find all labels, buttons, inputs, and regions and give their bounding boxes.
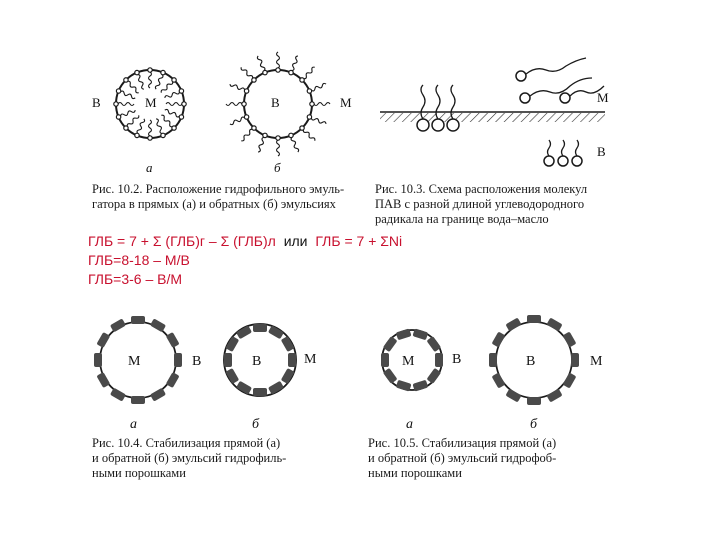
caption-line: Рис. 10.5. Стабилизация прямой (а): [368, 436, 557, 450]
surfactant-head: [179, 89, 183, 93]
caption-fig-10-5: [368, 436, 628, 481]
surfactant-head: [252, 126, 256, 130]
powder-particle: [396, 328, 412, 340]
surfactant-tail: [149, 72, 152, 88]
label-oil-a: М: [128, 354, 141, 369]
powder-particle: [527, 397, 541, 405]
surfactant-tail: [161, 81, 173, 92]
figure-10-3: [375, 30, 615, 180]
sublabel-b: б: [530, 417, 538, 432]
powder-particle: [492, 372, 506, 388]
caption-fig-10-3: [375, 182, 625, 227]
label-oil-b: М: [340, 95, 352, 110]
powder-particle: [426, 336, 441, 352]
powder-particle: [546, 318, 562, 332]
powder-particle: [253, 388, 267, 396]
surfactant-head: [135, 133, 139, 137]
molecules-in-oil: [516, 58, 604, 103]
surfactant-tail: [241, 67, 253, 78]
caption-fig-10-4: [92, 436, 352, 481]
sublabel-a: а: [146, 160, 153, 175]
powder-particle: [563, 372, 577, 388]
formula-line-2: ГЛБ=8-18 – М/В: [88, 252, 190, 268]
surfactant-head: [263, 70, 267, 74]
label-water-b: В: [526, 354, 536, 369]
powder-particle: [94, 353, 102, 367]
interface-surface: [380, 112, 605, 122]
powder-particle: [412, 380, 428, 392]
surfactant-tail: [241, 129, 252, 141]
figure-10-4: [88, 305, 358, 435]
sublabel-a: а: [406, 417, 413, 432]
surfactant-tail: [137, 119, 145, 134]
surfactant-tail: [155, 74, 163, 89]
surfactant-tail: [277, 52, 280, 68]
sublabel-b: б: [252, 417, 260, 432]
surfactant-tail: [149, 120, 152, 136]
label-oil-b: М: [304, 352, 317, 367]
formula-line-1: [88, 232, 648, 251]
surfactant-head: [276, 136, 280, 140]
surfactant-head: [300, 126, 304, 130]
surfactant-head: [307, 115, 311, 119]
surfactant-head: [244, 89, 248, 93]
powder-particle: [381, 353, 389, 367]
caption-line: ными порошками: [368, 466, 462, 480]
powder-particle: [563, 331, 577, 347]
caption-line: радикала на границе вода–масло: [375, 212, 549, 226]
surfactant-head: [252, 78, 256, 82]
label-water-a: В: [452, 352, 462, 367]
surfactant-tail: [303, 129, 315, 140]
surfactant-tail: [277, 140, 280, 156]
surfactant-tail: [314, 103, 330, 106]
sublabel-a: а: [130, 417, 137, 432]
powder-particle: [174, 353, 182, 367]
surfactant-tail: [311, 83, 326, 91]
hlb-formulas: [88, 232, 648, 289]
surfactant-tail: [291, 137, 299, 152]
surfactant-tail: [127, 115, 139, 126]
formula-line-3: ГЛБ=3-6 – В/М: [88, 271, 183, 287]
surfactant-head: [161, 133, 165, 137]
surfactant-tail: [230, 84, 245, 90]
caption-line: ПАВ с разной длиной углеводородного: [375, 197, 585, 211]
label-oil-a: М: [145, 95, 157, 110]
powder-particle: [505, 318, 521, 332]
formula-sum-groups: ГЛБ = 7 + Σ (ГЛБ)г – Σ (ГЛБ)л: [88, 233, 276, 249]
label-oil-a: М: [402, 354, 415, 369]
surfactant-tail: [165, 92, 180, 98]
formula-or: или: [283, 233, 308, 249]
surfactant-head: [263, 133, 267, 137]
surfactant-tail: [311, 118, 326, 124]
surfactant-tail: [156, 119, 162, 134]
surfactant-head: [172, 126, 176, 130]
powder-particle: [571, 353, 579, 367]
surfactant-head: [148, 136, 152, 140]
caption-fig-10-2: [92, 182, 367, 212]
surfactant-head: [161, 70, 165, 74]
surfactant-tail: [226, 103, 242, 106]
surfactant-tail: [165, 109, 180, 117]
label-water-b: В: [271, 95, 280, 110]
powder-particle: [131, 396, 145, 404]
powder-particle: [110, 388, 126, 402]
figure-10-5: [360, 305, 630, 435]
surfactant-tail: [161, 115, 172, 127]
label-oil: М: [597, 90, 609, 105]
powder-particle: [166, 332, 180, 348]
molecules-in-water: [544, 140, 582, 166]
surfactant-head: [242, 102, 246, 106]
surfactant-head: [135, 70, 139, 74]
surfactant-tail: [292, 56, 298, 71]
caption-line: и обратной (б) эмульсий гидрофиль-: [92, 451, 287, 465]
caption-line: гатора в прямых (а) и обратных (б) эмульсиях: [92, 197, 336, 211]
caption-line: и обратной (б) эмульсий гидрофоб-: [368, 451, 557, 465]
surfactant-tail: [257, 56, 265, 71]
label-water-b: В: [252, 354, 262, 369]
powder-particle: [383, 336, 398, 352]
surfactant-head: [148, 68, 152, 72]
powder-particle: [96, 332, 110, 348]
powder-particle: [527, 315, 541, 323]
surfactant-tail: [120, 91, 135, 99]
surfactant-tail: [303, 67, 314, 79]
surfactant-head: [172, 78, 176, 82]
surfactant-head: [276, 68, 280, 72]
surfactant-head: [179, 115, 183, 119]
surfactant-head: [310, 102, 314, 106]
powder-particle: [150, 318, 166, 332]
powder-particle: [412, 328, 428, 340]
powder-particle: [435, 353, 443, 367]
powder-particle: [396, 380, 412, 392]
powder-particle: [546, 389, 562, 403]
surfactant-head: [116, 89, 120, 93]
adsorbed-molecules: [417, 85, 459, 131]
surfactant-head: [182, 102, 186, 106]
caption-line: Рис. 10.4. Стабилизация прямой (а): [92, 436, 281, 450]
powder-particle: [166, 372, 180, 388]
powder-particle: [505, 389, 521, 403]
powder-particle: [426, 368, 441, 384]
surfactant-head: [116, 115, 120, 119]
label-water-a: В: [92, 95, 101, 110]
surfactant-head: [114, 102, 118, 106]
surfactant-tail: [138, 74, 144, 89]
label-water-a: В: [192, 354, 202, 369]
powder-particle: [224, 353, 232, 367]
powder-particle: [489, 353, 497, 367]
powder-particle: [492, 331, 506, 347]
caption-line: ными порошками: [92, 466, 186, 480]
powder-particle: [110, 318, 126, 332]
surfactant-tail: [230, 117, 245, 125]
label-oil-b: М: [590, 354, 603, 369]
surfactant-tail: [258, 137, 264, 152]
powder-particle: [288, 353, 296, 367]
surfactant-tail: [166, 103, 182, 106]
surfactant-head: [307, 89, 311, 93]
powder-particle: [253, 324, 267, 332]
powder-particle: [96, 372, 110, 388]
surfactant-tail: [120, 110, 135, 116]
caption-line: Рис. 10.3. Схема расположения молекул: [375, 182, 588, 196]
figure-10-2: [88, 38, 368, 178]
surfactant-head: [300, 78, 304, 82]
surfactant-head: [289, 133, 293, 137]
surfactant-head: [124, 78, 128, 82]
sublabel-b: б: [274, 160, 281, 175]
powder-particle: [383, 368, 398, 384]
surfactant-head: [289, 70, 293, 74]
surfactant-tail: [127, 81, 138, 93]
surfactant-head: [124, 126, 128, 130]
powder-particle: [131, 316, 145, 324]
label-water: В: [597, 144, 606, 159]
caption-line: Рис. 10.2. Расположение гидрофильного эмуль-: [92, 182, 345, 196]
surfactant-tail: [118, 103, 134, 106]
formula-sum-ni: ГЛБ = 7 + ΣNi: [315, 233, 403, 249]
powder-particle: [150, 388, 166, 402]
surfactant-head: [244, 115, 248, 119]
